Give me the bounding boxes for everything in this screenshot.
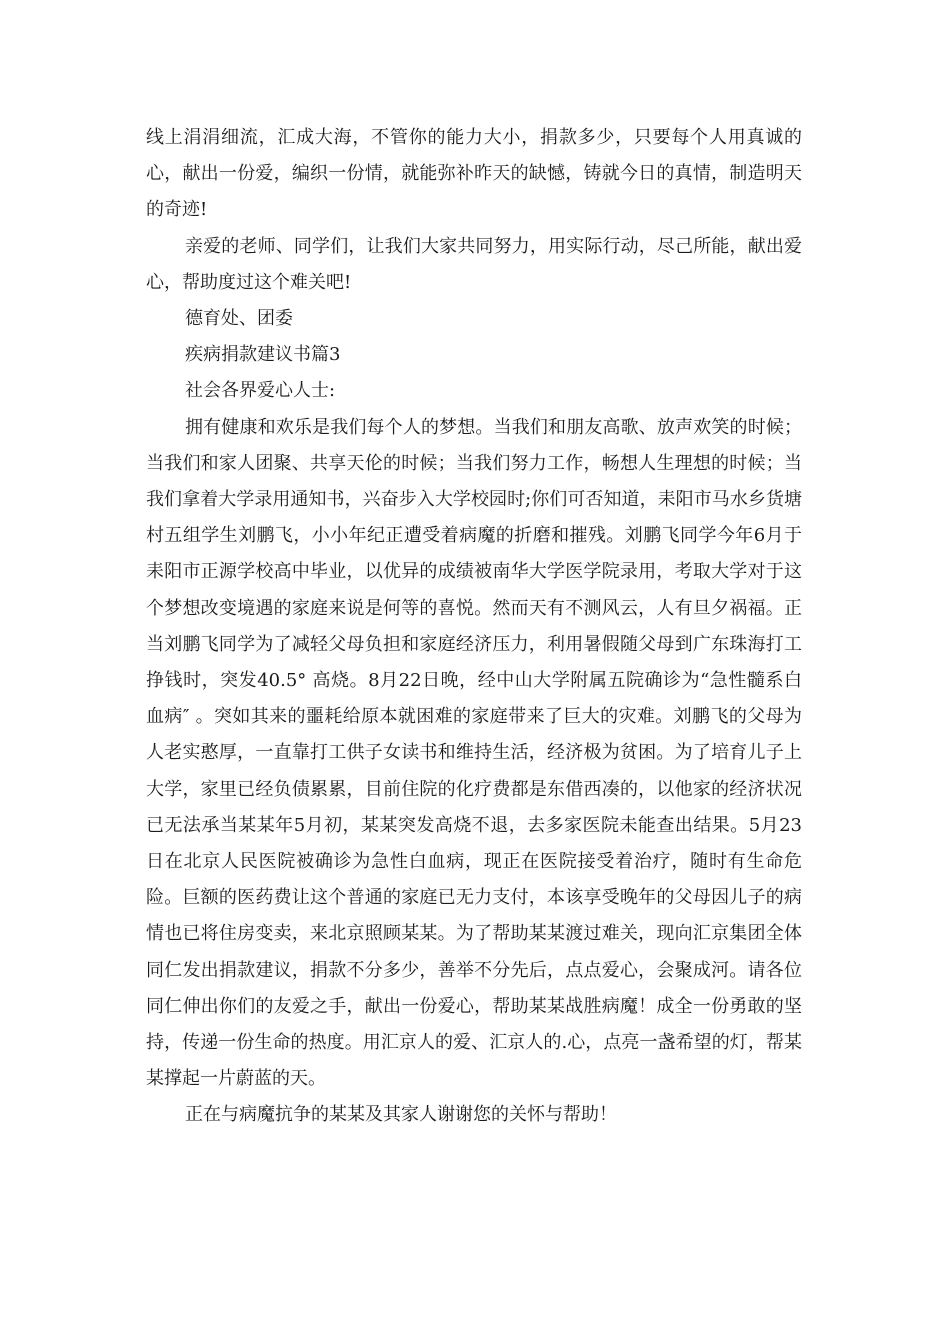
salutation: 社会各界爱心人士: xyxy=(185,380,336,402)
paragraph-body: 拥有健康和欢乐是我们每个人的梦想。当我们和朋友高歌、放声欢笑的时候；当我们和家人团聚、共享天伦的时候；当我们努力工作，畅想人生理想的时候；当我们拿着大学录用通知书，兴奋步入大学校园时;你们可否知道，耒阳市马水乡货塘村五组学生刘鹏飞，小小年纪正遭受着病魔的折磨和摧残。刘鹏飞同学今年6月于耒阳市正源学校高中毕业，以优异的成绩被南华大学医学院录用，考取大学对于这个梦想改变境遇的家庭来说是何等的喜悦。然而天有不测风云，人有旦夕祸福。正当刘鹏飞同学为了减轻父母负担和家庭经济压力，利用暑假随父母到广东珠海打工挣钱时，突发40.5° 高烧。8月22日晚，经中山大学附属五院确诊为“急性髓系白血病″ 。突如其来的噩耗给原本就困难的家庭带来了巨大的灾难。刘鹏飞的父母为人老实憨厚，一直靠打工供子女读书和维持生活，经济极为贫困。为了培育儿子上大学，家里已经负债累累，目前住院的化疗费都是东借西凑的，以他家的经济状况已无法承当某某年5月初，某某突发高烧不退，去多家医院未能查出结果。5月23日在北京人民医院被确诊为急性白血病，现正在医院接受着治疗，随时有生命危险。巨额的医药费让这个普通的家庭已无力支付，本该享受晚年的父母因儿子的病情也已将住房变卖，来北京照顾某某。为了帮助某某渡过难关，现向汇京集团全体同仁发出捐款建议，捐款不分多少，善举不分先后，点点爱心，会聚成河。请各位同仁伸出你们的友爱之手，献出一份爱心，帮助某某战胜病魔！成全一份勇敢的坚持，传递一份生命的热度。用汇京人的爱、汇京人的.心，点亮一盏希望的灯，帮某某撑起一片蔚蓝的天。 xyxy=(146,416,802,1090)
paragraph-thanks: 正在与病魔抗争的某某及其家人谢谢您的关怀与帮助！ xyxy=(185,1104,617,1126)
section-heading: 疾病捐款建议书篇3 xyxy=(185,344,341,366)
paragraph-closing-appeal: 线上涓涓细流，汇成大海，不管你的能力大小，捐款多少，只要每个人用真诚的心，献出一份爱，编织一份情，就能弥补昨天的缺憾，铸就今日的真情，制造明天的奇迹! xyxy=(146,127,802,221)
document-page xyxy=(146,120,802,1134)
paragraph-call-to-action: 亲爱的老师、同学们，让我们大家共同努力，用实际行动，尽己所能，献出爱心，帮助度过这个难关吧! xyxy=(146,235,802,293)
signature-department: 德育处、团委 xyxy=(185,308,293,330)
